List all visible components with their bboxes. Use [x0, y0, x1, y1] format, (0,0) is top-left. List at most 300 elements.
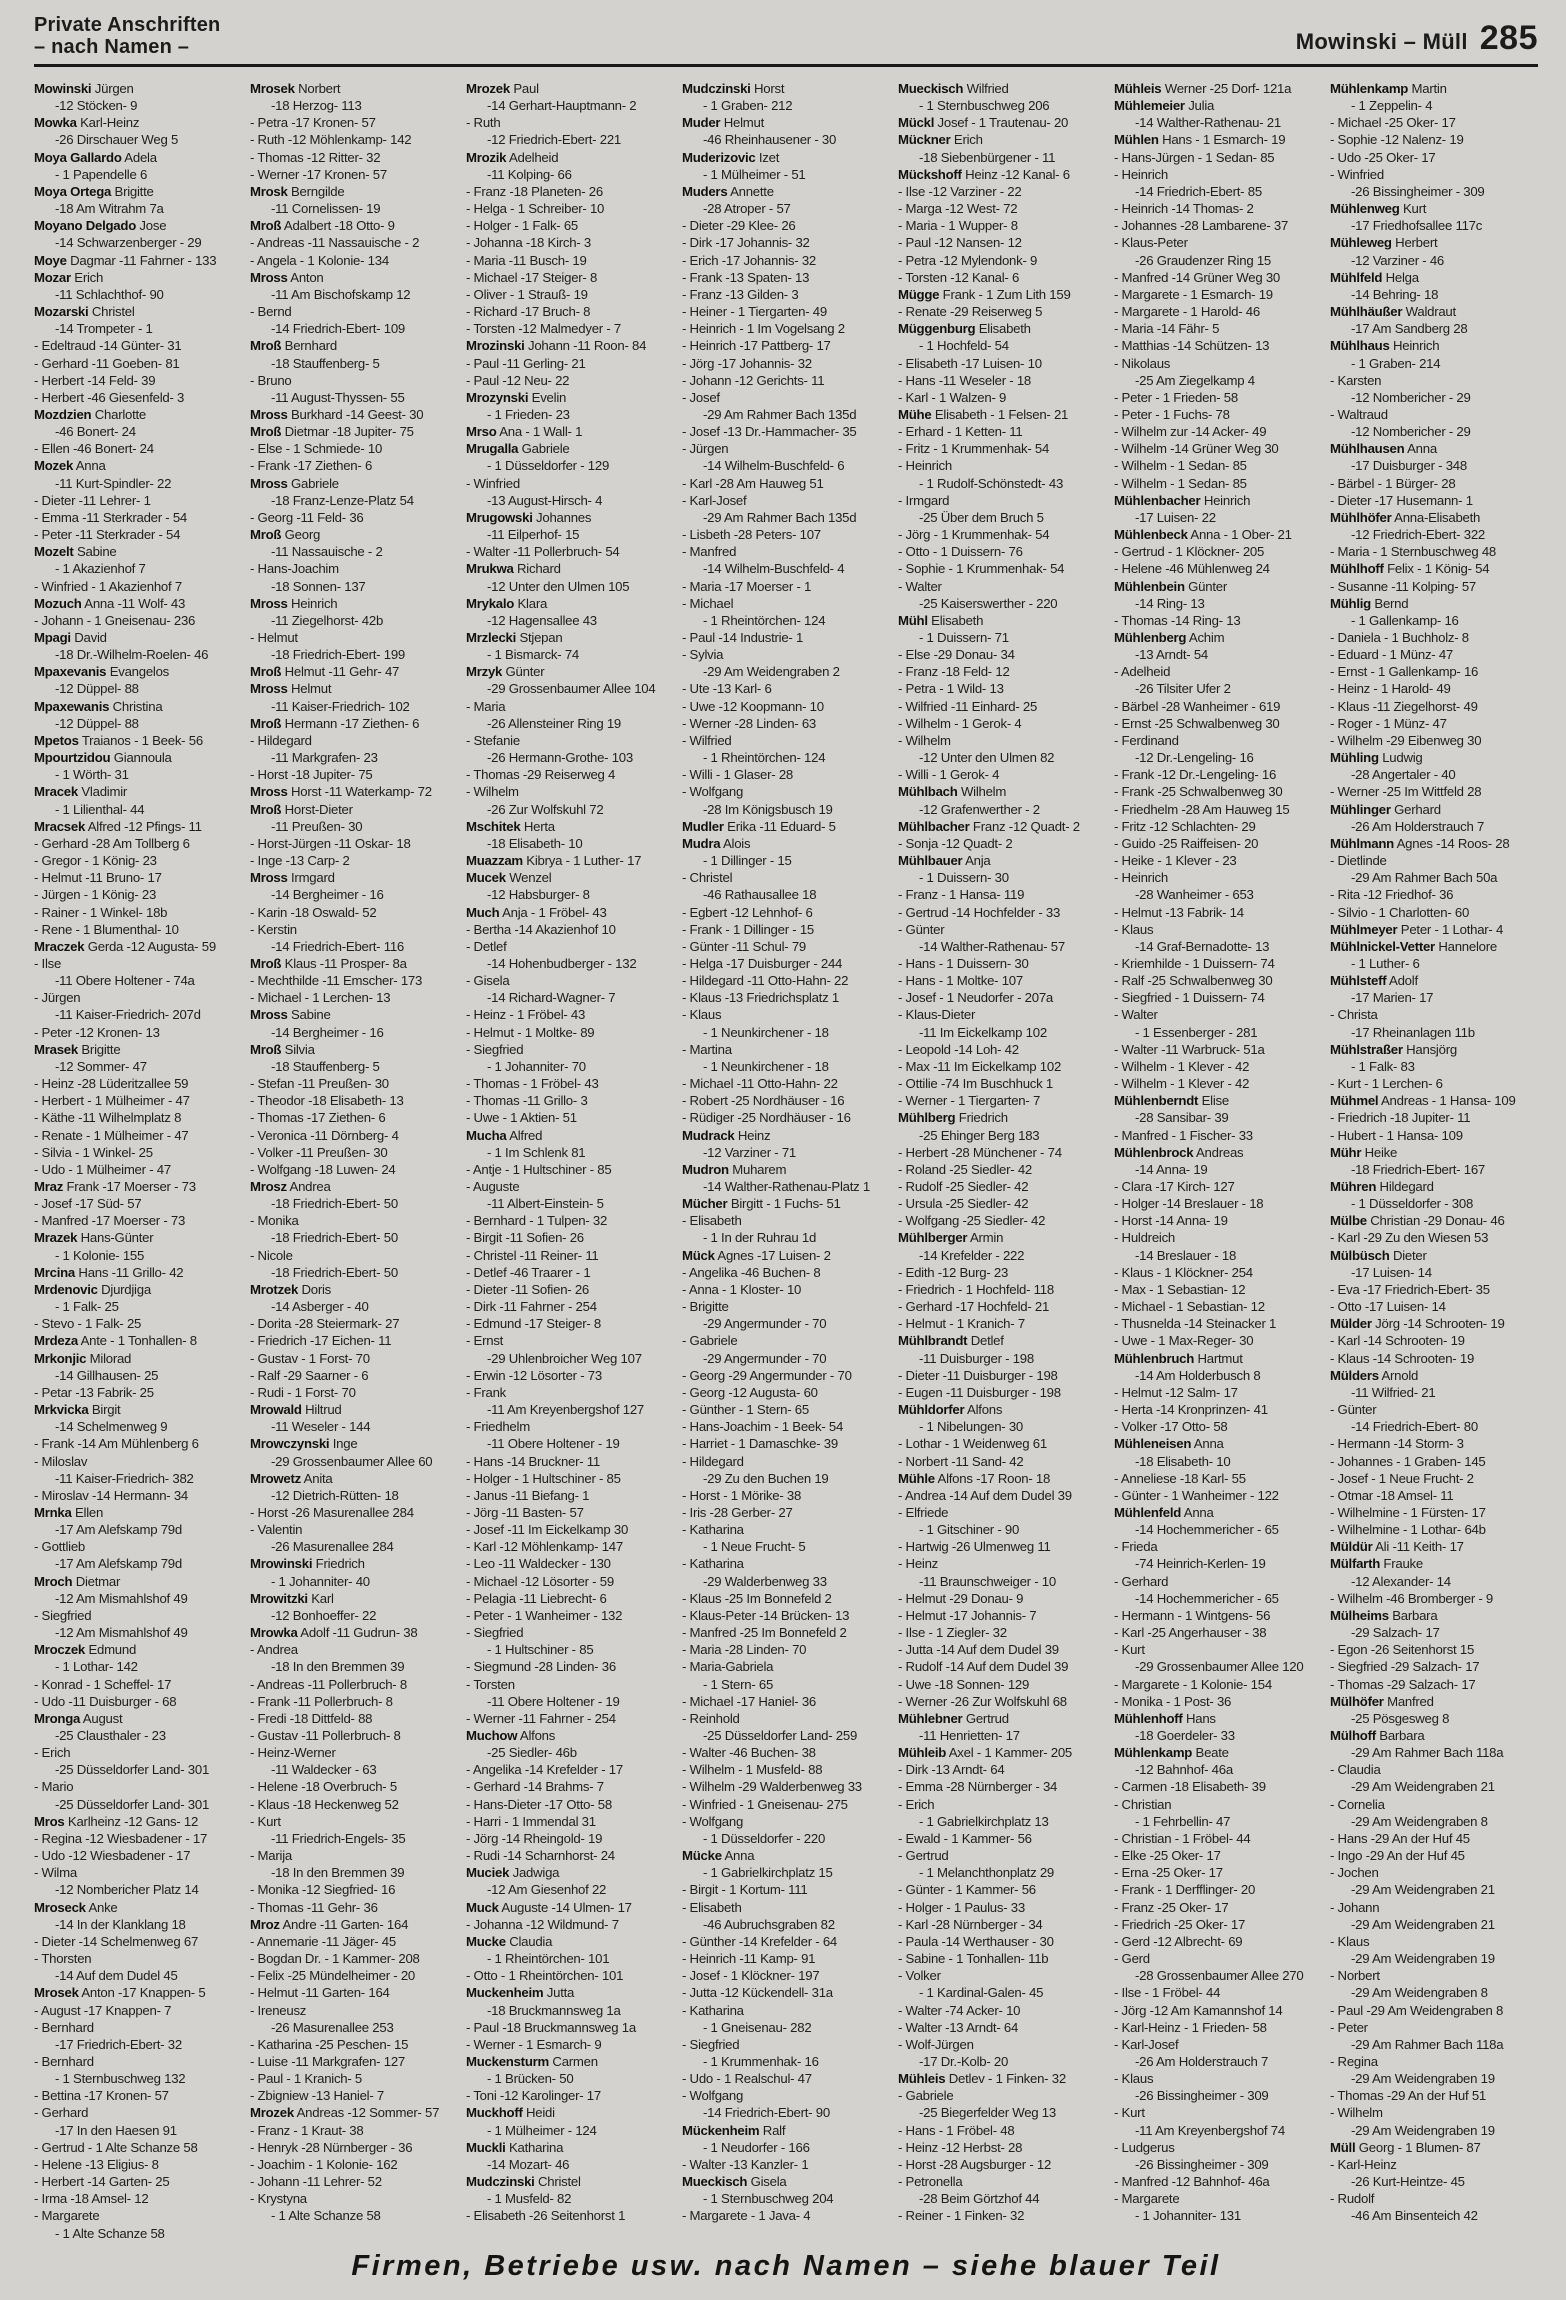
- entry-line: -26 Masurenallee 284: [271, 1539, 394, 1555]
- entry-line: - Robert -25 Nordhäuser - 16: [682, 1093, 845, 1109]
- entry-line: -28 Wanheimer - 653: [1135, 887, 1254, 903]
- entry-line: - Silvia - 1 Winkel- 25: [34, 1144, 153, 1160]
- entry-line: - Irmgard: [898, 492, 950, 508]
- entry-line: - Bernhard: [34, 2053, 94, 2069]
- entry-surname-line: Mudler Erika -11 Eduard- 5: [682, 818, 836, 834]
- header-title-line1: Private Anschriften: [34, 14, 221, 36]
- entry-line: - Leo -11 Waldecker - 130: [466, 1556, 611, 1572]
- entry-line: -29 Am Weidengraben 21: [1351, 1779, 1495, 1795]
- entry-line: - Bernd: [250, 304, 292, 320]
- entry-line: - Eva -17 Friedrich-Ebert- 35: [1330, 1281, 1490, 1297]
- entry-line: - Katharina -25 Peschen- 15: [250, 2036, 409, 2052]
- entry-line: -26 Bissingheimer - 309: [1135, 2156, 1269, 2172]
- entry-line: - Josef: [682, 389, 720, 405]
- entry-line: - 1 Dillinger - 15: [703, 853, 792, 869]
- entry-line: - Eduard - 1 Münz- 47: [1330, 647, 1454, 663]
- entry-line: - Christa: [1330, 1007, 1378, 1023]
- entry-line: - Elisabeth -26 Seitenhorst 1: [466, 2208, 626, 2224]
- entry-surname-line: Müldür Ali -11 Keith- 17: [1330, 1539, 1464, 1555]
- entry-line: - Reinhold: [682, 1710, 740, 1726]
- entry-line: - 1 Duissern- 30: [919, 870, 1009, 886]
- entry-line: - Frank -11 Pollerbruch- 8: [250, 1693, 393, 1709]
- entry-surname-line: Muazzam Kibrya - 1 Luther- 17: [466, 853, 642, 869]
- entry-line: - Zbigniew -13 Haniel- 7: [250, 2088, 384, 2104]
- entry-line: - Inge -13 Carp- 2: [250, 853, 350, 869]
- entry-line: -14 Friedrich-Ebert- 85: [1135, 183, 1262, 199]
- entry-line: - Ruth: [466, 115, 501, 131]
- entry-line: -17 Am Sandberg 28: [1351, 321, 1468, 337]
- entry-line: -11 Henrietten- 17: [919, 1728, 1020, 1743]
- entry-line: - Udo -12 Wiesbadener - 17: [34, 1848, 191, 1864]
- entry-line: -29 Am Rahmer Bach 135d: [703, 509, 857, 525]
- entry-line: -11 Ziegelhorst- 42b: [271, 612, 384, 628]
- entry-line: -11 Schlachthof- 90: [55, 286, 164, 302]
- entry-line: - Peter - 1 Wanheimer - 132: [466, 1607, 623, 1623]
- entry-line: - Carmen -18 Elisabeth- 39: [1114, 1779, 1266, 1795]
- entry-line: - Werner - 1 Esmarch- 9: [466, 2036, 602, 2052]
- entry-line: - Jörg -14 Rheingold- 19: [466, 1830, 603, 1846]
- entry-surname-line: Muder Helmut: [682, 115, 764, 131]
- page-header: [34, 0, 1538, 58]
- entry-line: - Harriet - 1 Damaschke- 39: [682, 1436, 838, 1452]
- entry-surname-line: Mühlhoff Felix - 1 König- 54: [1330, 561, 1490, 577]
- entry-line: - Rudi - 1 Forst- 70: [250, 1384, 356, 1400]
- directory-column: [1330, 80, 1539, 2242]
- entry-line: - Andrea -14 Auf dem Dudel 39: [898, 1487, 1072, 1503]
- entry-line: -17 Friedhofsallee 117c: [1351, 218, 1483, 234]
- entry-line: - Regina -12 Wiesbadener - 17: [34, 1830, 208, 1846]
- entry-surname-line: Mühlenbein Günter: [1114, 578, 1227, 594]
- entry-line: -12 Dr.-Lengeling- 16: [1135, 750, 1254, 766]
- entry-line: - Thomas -11 Gehr- 36: [250, 1899, 378, 1915]
- entry-line: - Irma -18 Amsel- 12: [34, 2191, 149, 2207]
- entry-line: - Sonja -12 Quadt- 2: [898, 835, 1013, 851]
- entry-line: - Wilhelm: [1330, 2105, 1383, 2121]
- entry-line: - Stevo - 1 Falk- 25: [34, 1316, 142, 1332]
- entry-line: - Heinz -28 Lüderitzallee 59: [34, 1076, 189, 1092]
- entry-surname-line: Mowinski Jürgen: [34, 81, 134, 96]
- entry-surname-line: Muderizovic Izet: [682, 149, 780, 165]
- entry-line: - Hermann - 1 Wintgens- 56: [1114, 1607, 1271, 1623]
- entry-line: -18 Am Witrahm 7a: [55, 201, 164, 217]
- entry-line: - 1 Gallenkamp- 16: [1351, 612, 1459, 628]
- entry-line: - Hildegard -11 Otto-Hahn- 22: [682, 973, 849, 989]
- entry-surname-line: Mroß Horst-Dieter: [250, 801, 353, 817]
- entry-line: - 1 Wörth- 31: [55, 767, 129, 783]
- entry-line: - 1 Gabrielkirchplatz 13: [919, 1813, 1049, 1829]
- entry-line: - Margarete: [1114, 2191, 1180, 2207]
- entry-line: - Jürgen: [682, 441, 729, 457]
- entry-surname-line: Mroß Klaus -11 Prosper- 8a: [250, 955, 407, 971]
- entry-line: - Ute -13 Karl- 6: [682, 681, 772, 697]
- entry-surname-line: Mrcina Hans -11 Grillo- 42: [34, 1264, 184, 1280]
- entry-surname-line: Mühldorfer Alfons: [898, 1402, 1003, 1418]
- entry-line: - Manfred -25 Im Bonnefeld 2: [682, 1625, 847, 1641]
- entry-surname-line: Mück Agnes -17 Luisen- 2: [682, 1247, 831, 1263]
- entry-line: - Nicole: [250, 1247, 293, 1263]
- entry-line: -13 August-Hirsch- 4: [487, 492, 603, 508]
- entry-line: - Jürgen - 1 König- 23: [34, 887, 157, 903]
- entry-line: - Gertrud: [898, 1848, 949, 1864]
- entry-line: - Ludgerus: [1114, 2139, 1175, 2155]
- entry-surname-line: Mühlbrandt Detlef: [898, 1333, 1004, 1349]
- entry-surname-line: Mühle Alfons -17 Roon- 18: [898, 1470, 1051, 1486]
- entry-line: - Helmut: [250, 630, 298, 645]
- entry-surname-line: Mroß Silvia: [250, 1041, 315, 1057]
- entry-surname-line: Mpourtzidou Giannoula: [34, 750, 172, 766]
- entry-line: - Joachim - 1 Kolonie- 162: [250, 2156, 398, 2172]
- entry-line: -26 Masurenallee 253: [271, 2019, 394, 2035]
- entry-line: - Manfred -17 Moerser - 73: [34, 1213, 186, 1229]
- entry-line: - Winfried: [1330, 166, 1384, 182]
- entry-line: - 1 Rheintörchen- 101: [487, 1951, 610, 1967]
- entry-line: - Helmut - 1 Moltke- 89: [466, 1024, 595, 1040]
- entry-line: - Huldreich: [1114, 1230, 1176, 1246]
- entry-line: - Helga -17 Duisburger - 244: [682, 955, 843, 971]
- entry-line: - Wilhelm -14 Grüner Weg 30: [1114, 441, 1279, 457]
- entry-line: - Ilse: [34, 955, 62, 971]
- entry-surname-line: Mühlbach Wilhelm: [898, 784, 1007, 800]
- entry-line: - Renate - 1 Mülheimer - 47: [34, 1127, 189, 1143]
- entry-line: - Wilhelm zur -14 Acker- 49: [1114, 424, 1267, 440]
- entry-line: - 1 Sternbuschweg 132: [55, 2071, 186, 2087]
- entry-line: -11 Preußen- 30: [271, 818, 363, 834]
- entry-line: - Hans -14 Bruckner- 11: [466, 1453, 600, 1469]
- entry-line: - Hans - 1 Duissern- 30: [898, 955, 1029, 971]
- page-number: 285: [1479, 19, 1538, 57]
- entry-surname-line: Müll Georg - 1 Blumen- 87: [1330, 2139, 1481, 2155]
- entry-line: - Nikolaus: [1114, 355, 1171, 371]
- entry-line: -12 Stöcken- 9: [55, 98, 138, 114]
- entry-line: -18 Stauffenberg- 5: [271, 1058, 380, 1074]
- entry-line: -11 Cornelissen- 19: [271, 201, 381, 217]
- entry-line: - Hildegard: [250, 732, 312, 748]
- entry-line: - Uwe -12 Koopmann- 10: [682, 698, 824, 714]
- entry-surname-line: Mrozek Andreas -12 Sommer- 57: [250, 2105, 440, 2121]
- entry-line: - Dieter -11 Sofien- 26: [466, 1281, 590, 1297]
- entry-line: - Dirk -13 Arndt- 64: [898, 1762, 1005, 1778]
- entry-line: - Johann -11 Lehrer- 52: [250, 2174, 382, 2190]
- entry-line: - Kurt: [1114, 1642, 1145, 1658]
- entry-line: - Hans - 1 Moltke- 107: [898, 973, 1023, 989]
- entry-line: - Klaus -18 Heckenweg 52: [250, 1796, 399, 1812]
- entry-line: -26 Kurt-Heintze- 45: [1351, 2174, 1465, 2190]
- entry-line: - Karin -18 Oswald- 52: [250, 904, 377, 920]
- entry-line: -12 Friedrich-Ebert- 322: [1351, 527, 1485, 543]
- entry-line: - Paul -11 Gerling- 21: [466, 355, 586, 371]
- entry-surname-line: Mülhoff Barbara: [1330, 1728, 1425, 1743]
- entry-surname-line: Mroch Dietmar: [34, 1573, 121, 1589]
- entry-line: - Walter: [1114, 1007, 1158, 1023]
- entry-line: - Erna -25 Oker- 17: [1114, 1865, 1223, 1881]
- entry-line: - Winfried: [466, 475, 520, 491]
- entry-surname-line: Moyano Delgado Jose: [34, 218, 167, 234]
- entry-line: - Frank -12 Dr.-Lengeling- 16: [1114, 767, 1277, 783]
- entry-line: - Herbert -46 Giesenfeld- 3: [34, 389, 185, 405]
- entry-line: -14 Richard-Wagner- 7: [487, 990, 616, 1006]
- entry-line: -29 Zu den Buchen 19: [703, 1470, 829, 1486]
- entry-line: - Wilhelmine - 1 Fürsten- 17: [1330, 1504, 1486, 1520]
- entry-line: -11 Nassauische - 2: [271, 544, 383, 560]
- entry-surname-line: Mroseck Anke: [34, 1899, 118, 1915]
- entry-line: -17 In den Haesen 91: [55, 2122, 177, 2138]
- entry-line: - Willi - 1 Gerok- 4: [898, 767, 1000, 783]
- entry-surname-line: Mozelt Sabine: [34, 544, 117, 560]
- entry-surname-line: Mroz Andre -11 Garten- 164: [250, 1916, 409, 1932]
- entry-surname-line: Mrosz Andrea: [250, 1179, 331, 1194]
- entry-line: - Johann -12 Gerichts- 11: [682, 372, 825, 388]
- entry-line: - Petar -13 Fabrik- 25: [34, 1384, 154, 1400]
- entry-line: - Holger - 1 Falk- 65: [466, 218, 579, 234]
- entry-line: -26 Graudenzer Ring 15: [1135, 252, 1271, 268]
- entry-surname-line: Muckenheim Jutta: [466, 1985, 575, 2001]
- entry-line: - 1 Rheintörchen- 124: [703, 750, 826, 766]
- entry-line: - Andrea: [250, 1642, 298, 1658]
- entry-line: -18 Stauffenberg- 5: [271, 355, 380, 371]
- entry-line: - Susanne -11 Kolping- 57: [1330, 578, 1476, 594]
- entry-surname-line: Mroß Adalbert -18 Otto- 9: [250, 218, 395, 234]
- entry-surname-line: Mühlenbrock Andreas: [1114, 1144, 1244, 1160]
- entry-line: - Volker -11 Preußen- 30: [250, 1144, 388, 1160]
- entry-line: - Maria-Gabriela: [682, 1659, 774, 1675]
- entry-line: - 1 Rheintörchen- 124: [703, 612, 826, 628]
- entry-line: - 1 Duissern- 71: [919, 630, 1009, 645]
- entry-line: -12 Habsburger- 8: [487, 887, 590, 903]
- entry-line: - Hans -11 Weseler - 18: [898, 372, 1032, 388]
- entry-line: - Willi - 1 Glaser- 28: [682, 767, 794, 783]
- entry-line: -26 Hermann-Grothe- 103: [487, 750, 633, 766]
- entry-line: -46 Bonert- 24: [55, 424, 136, 440]
- entry-surname-line: Mroß Hermann -17 Ziethen- 6: [250, 715, 420, 731]
- directory-column: [898, 80, 1107, 2242]
- entry-line: - Uwe -18 Sonnen- 129: [898, 1676, 1030, 1692]
- entry-line: - Auguste: [466, 1179, 520, 1194]
- entry-line: - Horst - 1 Mörike- 38: [682, 1487, 802, 1503]
- entry-surname-line: Mroß Bernhard: [250, 338, 337, 354]
- entry-line: -12 Nombericher Platz 14: [55, 1882, 199, 1898]
- entry-line: - Birgit -11 Sofien- 26: [466, 1230, 584, 1246]
- entry-surname-line: Mühlmann Agnes -14 Roos- 28: [1330, 835, 1510, 851]
- entry-line: -29 Grossenbaumer Allee 120: [1135, 1659, 1304, 1675]
- entry-surname-line: Mracek Vladimir: [34, 784, 128, 800]
- entry-line: -18 Goerdeler- 33: [1135, 1728, 1235, 1743]
- entry-line: - Udo - 1 Realschul- 47: [682, 2071, 812, 2087]
- entry-line: -46 Rheinhausener - 30: [703, 132, 837, 148]
- entry-line: -28 Grossenbaumer Allee 270: [1135, 1968, 1304, 1984]
- entry-line: - Dorita -28 Steiermark- 27: [250, 1316, 400, 1332]
- footer-note: Firmen, Betriebe usw. nach Namen – siehe blauer Teil: [351, 2249, 1221, 2282]
- entry-line: - Anneliese -18 Karl- 55: [1114, 1470, 1246, 1486]
- entry-line: - Else - 1 Schmiede- 10: [250, 441, 383, 457]
- entry-line: - Paul -29 Am Weidengraben 8: [1330, 2002, 1504, 2018]
- entry-line: - Ottilie -74 Im Buschhuck 1: [898, 1076, 1053, 1092]
- entry-line: -17 Luisen- 14: [1351, 1264, 1432, 1280]
- entry-line: - Siegfried: [466, 1625, 524, 1641]
- entry-line: -74 Heinrich-Kerlen- 19: [1135, 1556, 1266, 1572]
- entry-surname-line: Mühlemeier Julia: [1114, 98, 1215, 114]
- entry-surname-line: Mronga August: [34, 1710, 123, 1726]
- entry-line: - Erich: [34, 1745, 71, 1761]
- entry-line: -14 Hochemmericher - 65: [1135, 1590, 1279, 1606]
- entry-line: - Thomas -17 Ziethen- 6: [250, 1110, 386, 1126]
- entry-line: - Siegfried: [682, 2036, 740, 2052]
- entry-line: - Herta -14 Kronprinzen- 41: [1114, 1402, 1268, 1418]
- entry-line: - Udo - 1 Mülheimer - 47: [34, 1161, 171, 1177]
- entry-surname-line: Mühlberger Armin: [898, 1230, 1004, 1246]
- entry-line: -29 Am Rahmer Bach 50a: [1351, 870, 1498, 886]
- entry-line: - Georg -12 Augusta- 60: [682, 1384, 818, 1400]
- entry-line: - Josef - 1 Neudorfer - 207a: [898, 990, 1053, 1006]
- entry-line: - 1 Melanchthonplatz 29: [919, 1865, 1055, 1881]
- entry-line: -17 Friedrich-Ebert- 32: [55, 2036, 182, 2052]
- entry-line: - Käthe -11 Wilhelmplatz 8: [34, 1110, 182, 1126]
- entry-line: - 1 Hochfeld- 54: [919, 338, 1009, 354]
- entry-line: - Karl -29 Zu den Wiesen 53: [1330, 1230, 1489, 1246]
- entry-line: - Siegmund -28 Linden- 36: [466, 1659, 616, 1675]
- entry-line: -28 Sansibar- 39: [1135, 1110, 1229, 1126]
- entry-line: - Klaus-Peter -14 Brücken- 13: [682, 1607, 850, 1623]
- entry-line: - Josef -13 Dr.-Hammacher- 35: [682, 424, 857, 440]
- entry-surname-line: Mrowka Adolf -11 Gudrun- 38: [250, 1625, 418, 1641]
- entry-line: - Margarete: [34, 2208, 100, 2224]
- entry-line: - Sophie -12 Nalenz- 19: [1330, 132, 1464, 148]
- entry-line: - Heinrich - 1 Im Vogelsang 2: [682, 321, 845, 337]
- entry-line: - Helmut -12 Salm- 17: [1114, 1384, 1238, 1400]
- entry-line: - Paul -14 Industrie- 1: [682, 630, 804, 645]
- entry-surname-line: Mülbe Christian -29 Donau- 46: [1330, 1213, 1505, 1229]
- entry-line: - Else -29 Donau- 34: [898, 647, 1015, 663]
- entry-line: - Holger - 1 Paulus- 33: [898, 1899, 1025, 1915]
- entry-line: -29 Grossenbaumer Allee 104: [487, 681, 656, 697]
- entry-line: - Wilhelm - 1 Sedan- 85: [1114, 458, 1247, 474]
- entry-line: - Marija: [250, 1848, 292, 1864]
- entry-line: - Torsten: [466, 1676, 515, 1692]
- entry-surname-line: Mühlenfeld Anna: [1114, 1504, 1214, 1520]
- entry-line: - Heinrich: [1114, 166, 1168, 182]
- entry-line: -14 Wilhelm-Buschfeld- 6: [703, 458, 845, 474]
- entry-line: -11 Markgrafen- 23: [271, 750, 378, 766]
- entry-line: - Siegfried: [466, 1041, 524, 1057]
- entry-line: - Petronella: [898, 2174, 963, 2190]
- entry-line: - Fritz - 1 Krummenhak- 54: [898, 441, 1050, 457]
- entry-line: - Dirk -17 Johannis- 32: [682, 235, 810, 251]
- entry-line: -14 Gerhart-Hauptmann- 2: [487, 98, 637, 114]
- entry-surname-line: Mozarski Christel: [34, 304, 135, 320]
- entry-line: - Thomas - 1 Fröbel- 43: [466, 1076, 599, 1092]
- entry-line: - 1 Kolonie- 155: [55, 1247, 145, 1263]
- entry-surname-line: Mudczinski Christel: [466, 2174, 581, 2190]
- entry-line: - Mario: [34, 1779, 74, 1795]
- entry-line: -14 Graf-Bernadotte- 13: [1135, 938, 1270, 954]
- entry-line: -11 Im Eickelkamp 102: [919, 1024, 1047, 1040]
- entry-line: - Silvio - 1 Charlotten- 60: [1330, 904, 1470, 920]
- entry-line: - 1 Kardinal-Galen- 45: [919, 1985, 1044, 2001]
- entry-surname-line: Mrykalo Klara: [466, 595, 548, 611]
- entry-line: -18 Franz-Lenze-Platz 54: [271, 492, 414, 508]
- entry-line: - Mechthilde -11 Emscher- 173: [250, 973, 423, 989]
- entry-line: - Reiner - 1 Finken- 32: [898, 2208, 1025, 2224]
- entry-line: - Anna - 1 Kloster- 10: [682, 1281, 802, 1297]
- entry-line: -25 Clausthaler - 23: [55, 1728, 166, 1743]
- entry-line: - Jutta -12 Kückendell- 31a: [682, 1985, 833, 2001]
- entry-line: -28 Angertaler - 40: [1351, 767, 1456, 783]
- entry-surname-line: Mühleis Werner -25 Dorf- 121a: [1114, 81, 1292, 96]
- entry-line: - Bernhard: [34, 2019, 94, 2035]
- entry-line: - Frank - 1 Dillinger - 15: [682, 921, 815, 937]
- entry-line: - Friedrich - 1 Hochfeld- 118: [898, 1281, 1054, 1297]
- entry-line: - Klaus-Peter: [1114, 235, 1188, 251]
- entry-line: - Günter -11 Schul- 79: [682, 938, 806, 954]
- directory-column: [466, 80, 675, 2242]
- entry-line: - Marga -12 West- 72: [898, 201, 1018, 217]
- entry-line: -25 Siedler- 46b: [487, 1745, 577, 1761]
- entry-line: - 1 Brücken- 50: [487, 2071, 574, 2087]
- entry-surname-line: Mühlhaus Heinrich: [1330, 338, 1440, 354]
- entry-surname-line: Mrosk Berngilde: [250, 183, 345, 199]
- entry-line: - Leopold -14 Loh- 42: [898, 1041, 1019, 1057]
- entry-line: - Georg -29 Angermunder - 70: [682, 1367, 852, 1383]
- entry-line: - Antje - 1 Hultschiner - 85: [466, 1161, 612, 1177]
- entry-line: - Petra - 1 Wild- 13: [898, 681, 1004, 697]
- entry-line: - Elisabeth -17 Luisen- 10: [898, 355, 1042, 371]
- entry-line: - Gisela: [466, 973, 510, 989]
- entry-line: -11 Albert-Einstein- 5: [487, 1196, 604, 1212]
- entry-surname-line: Mross Heinrich: [250, 595, 338, 611]
- entry-line: - Günther -14 Krefelder - 64: [682, 1933, 837, 1949]
- entry-line: - Ruth -12 Möhlenkamp- 142: [250, 132, 412, 148]
- entry-line: - Michael -17 Haniel- 36: [682, 1693, 816, 1709]
- entry-line: -14 Anna- 19: [1135, 1161, 1208, 1177]
- entry-line: - Friedhelm: [466, 1419, 530, 1435]
- entry-line: - Wolfgang: [682, 2088, 744, 2104]
- entry-line: - Josef -11 Im Eickelkamp 30: [466, 1522, 629, 1538]
- entry-line: - Christian - 1 Fröbel- 44: [1114, 1830, 1251, 1846]
- entry-line: - 1 Düsseldorfer - 129: [487, 458, 610, 474]
- entry-line: - Karl-Josef: [682, 492, 747, 508]
- entry-line: -25 Am Ziegelkamp 4: [1135, 372, 1255, 388]
- entry-line: - Sophie - 1 Krummenhak- 54: [898, 561, 1065, 577]
- entry-line: - Horst -26 Masurenallee 284: [250, 1504, 414, 1520]
- entry-line: -12 Unter den Ulmen 105: [487, 578, 630, 594]
- entry-line: - Stefanie: [466, 732, 520, 748]
- entry-line: - Andreas -11 Pollerbruch- 8: [250, 1676, 407, 1692]
- directory-column: [1114, 80, 1323, 2242]
- entry-line: - Bogdan Dr. - 1 Kammer- 208: [250, 1951, 420, 1967]
- entry-line: - 1 Essenberger - 281: [1135, 1024, 1258, 1040]
- entry-line: - Wolfgang: [682, 784, 744, 800]
- entry-line: - Heinrich: [898, 458, 952, 474]
- entry-line: - Fredi -18 Dittfeld- 88: [250, 1710, 373, 1726]
- entry-line: - Monika: [250, 1213, 299, 1229]
- entry-line: - 1 Johanniter- 70: [487, 1058, 586, 1074]
- entry-line: - Katharina: [682, 1522, 744, 1538]
- entry-line: - Werner -25 Im Wittfeld 28: [1330, 784, 1482, 800]
- entry-line: - Helga - 1 Schreiber- 10: [466, 201, 605, 217]
- entry-line: -11 Kolping- 66: [487, 166, 572, 182]
- entry-line: - Herbert -14 Garten- 25: [34, 2174, 170, 2190]
- entry-surname-line: Mühlenberndt Elise: [1114, 1093, 1229, 1109]
- entry-line: - Horst -14 Anna- 19: [1114, 1213, 1228, 1229]
- entry-surname-line: Moya Ortega Brigitte: [34, 183, 154, 199]
- entry-line: -14 Walther-Rathenau- 21: [1135, 115, 1281, 131]
- entry-line: - Paula -14 Werthauser - 30: [898, 1933, 1054, 1949]
- entry-line: - Werner -17 Kronen- 57: [250, 166, 387, 182]
- entry-line: -12 Alexander- 14: [1351, 1573, 1451, 1589]
- entry-line: - Wilhelm - 1 Sedan- 85: [1114, 475, 1247, 491]
- entry-line: -18 Friedrich-Ebert- 50: [271, 1230, 398, 1246]
- entry-line: - Michael: [682, 595, 734, 611]
- entry-line: - Gertrud - 1 Klöckner- 205: [1114, 544, 1265, 560]
